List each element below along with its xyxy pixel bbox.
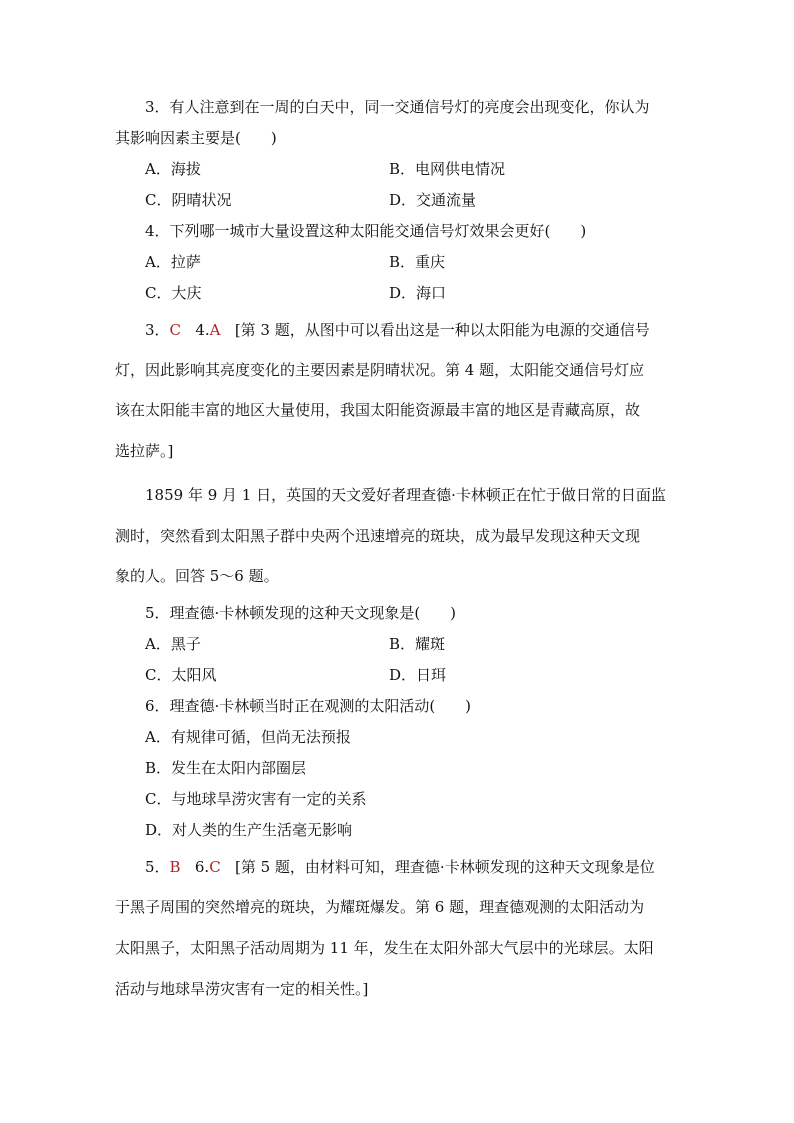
q6-option-b: B．发生在太阳内部圈层	[145, 759, 307, 777]
q3-option-a: A．海拔	[145, 160, 201, 178]
q4-stem: 4．下列哪一城市大量设置这种太阳能交通信号灯效果会更好( )	[145, 222, 587, 240]
answer-34-line3: 该在太阳能丰富的地区大量使用，我国太阳能资源最丰富的地区是青藏高原，故	[115, 401, 641, 419]
q6-option-a: A．有规律可循，但尚无法预报	[145, 728, 351, 746]
answer-56-explanation-start: [第 5 题，由材料可知，理查德·卡林顿发现的这种天文现象是位	[235, 858, 655, 876]
q3-option-b: B．电网供电情况	[389, 160, 506, 178]
answer-56-line1	[145, 857, 655, 877]
answer-56-prefix: 5．	[145, 858, 170, 876]
material-line2: 测时，突然看到太阳黑子群中央两个迅速增亮的斑块，成为最早发现这种天文现	[115, 527, 641, 545]
q4-option-c: C．大庆	[145, 284, 202, 302]
q5-stem: 5．理查德·卡林顿发现的这种天文现象是( )	[145, 604, 457, 622]
answer-56-line2: 于黑子周围的突然增亮的斑块，为耀斑爆发。第 6 题，理查德观测的太阳活动为	[115, 898, 645, 916]
q3-stem-line1: 3．有人注意到在一周的白天中，同一交通信号灯的亮度会出现变化，你认为	[145, 98, 650, 116]
answer-34-line1	[145, 320, 650, 340]
q3-stem-line2: 其影响因素主要是( )	[115, 129, 277, 147]
q5-option-a: A．黑子	[145, 635, 201, 653]
q5-option-c: C．太阳风	[145, 666, 217, 684]
q4-option-b: B．重庆	[389, 253, 446, 271]
answer-34-line2: 灯，因此影响其亮度变化的主要因素是阴晴状况。第 4 题，太阳能交通信号灯应	[115, 361, 645, 379]
answer-5-letter: B	[169, 858, 181, 876]
q4-option-d: D．海口	[389, 284, 447, 302]
q5-option-b: B．耀斑	[389, 635, 446, 653]
q6-stem: 6．理查德·卡林顿当时正在观测的太阳活动( )	[145, 697, 472, 715]
material-line1: 1859 年 9 月 1 日，英国的天文爱好者理查德·卡林顿正在忙于做日常的日面监	[145, 486, 666, 504]
answer-56-line4: 活动与地球旱涝灾害有一定的相关性。]	[115, 980, 369, 998]
answer-56-line3: 太阳黑子，太阳黑子活动周期为 11 年，发生在太阳外部大气层中的光球层。太阳	[115, 939, 654, 957]
q3-option-d: D．交通流量	[389, 191, 477, 209]
q5-option-d: D．日珥	[389, 666, 447, 684]
answer-34-explanation-start: [第 3 题，从图中可以看出这是一种以太阳能为电源的交通信号	[234, 321, 650, 339]
answer-56-mid: 6.	[194, 858, 210, 876]
answer-4-letter: A	[209, 321, 221, 339]
answer-34-prefix: 3．	[145, 321, 170, 339]
answer-34-line4: 选拉萨。]	[115, 442, 174, 460]
answer-6-letter: C	[209, 858, 221, 876]
q4-option-a: A．拉萨	[145, 253, 201, 271]
answer-34-mid: 4.	[195, 321, 210, 339]
answer-3-letter: C	[169, 321, 182, 339]
material-line3: 象的人。回答 5～6 题。	[115, 567, 279, 585]
q6-option-d: D．对人类的生产生活毫无影响	[145, 821, 353, 839]
q6-option-c: C．与地球旱涝灾害有一定的关系	[145, 790, 367, 808]
q3-option-c: C．阴晴状况	[145, 191, 232, 209]
